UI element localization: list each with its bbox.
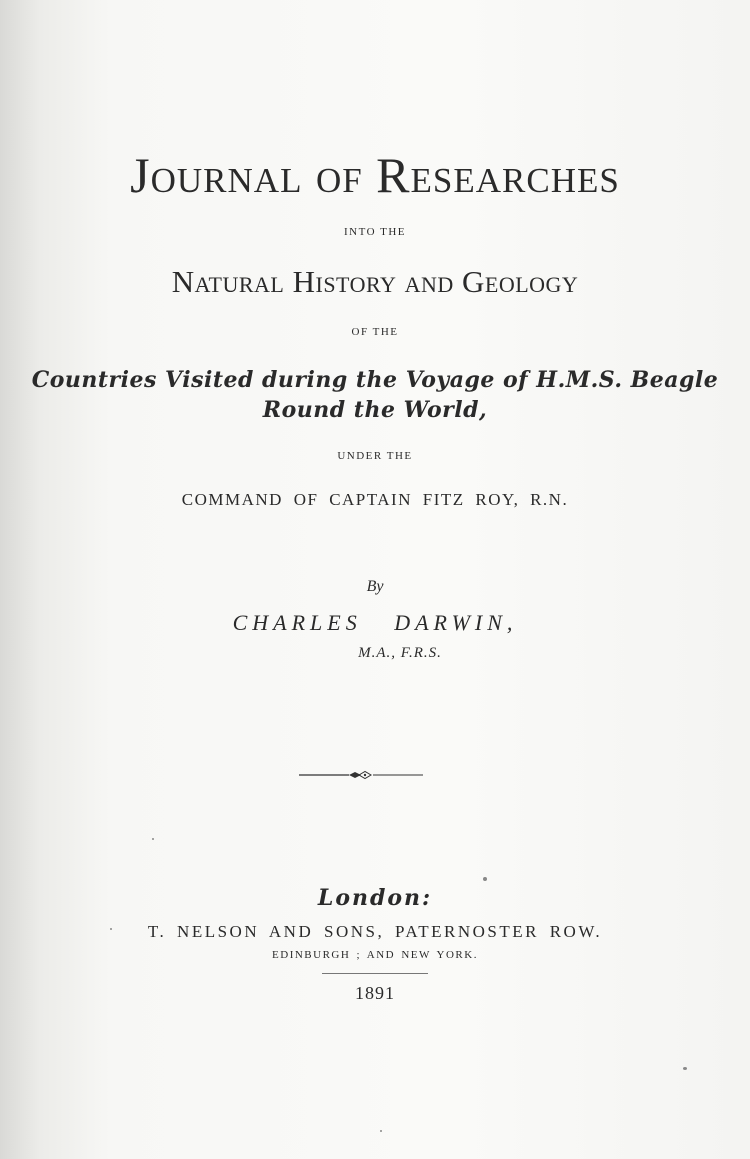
publisher-places: EDINBURGH ; AND NEW YORK. xyxy=(272,949,478,961)
paper-speck xyxy=(683,1067,687,1070)
paper-speck xyxy=(380,1130,382,1132)
publication-city: London: xyxy=(317,885,433,911)
voyage-line-2: Round the World, xyxy=(262,397,488,423)
paper-speck xyxy=(152,838,154,840)
publication-year: 1891 xyxy=(355,983,395,1003)
of-the-label: OF THE xyxy=(351,326,399,338)
by-label: By xyxy=(366,578,384,595)
book-subtitle: Natural History and Geology xyxy=(171,264,579,299)
publisher-line: T. NELSON AND SONS, PATERNOSTER ROW. xyxy=(147,922,603,941)
under-the-label: UNDER THE xyxy=(337,450,413,462)
paper-speck xyxy=(110,928,112,930)
year-rule xyxy=(322,973,428,974)
into-the-label: INTO THE xyxy=(343,226,406,238)
paper-speck xyxy=(483,877,487,881)
author-degrees: M.A., F.R.S. xyxy=(358,645,442,661)
book-title: Journal of Researches xyxy=(130,147,620,203)
diamond-rule-ornament-icon xyxy=(299,769,423,781)
voyage-line-1: Countries Visited during the Voyage of H.M.S. Beagle xyxy=(31,367,719,393)
command-line: COMMAND OF CAPTAIN FITZ ROY, R.N. xyxy=(181,490,569,509)
author-name: CHARLES DARWIN, xyxy=(232,610,518,635)
